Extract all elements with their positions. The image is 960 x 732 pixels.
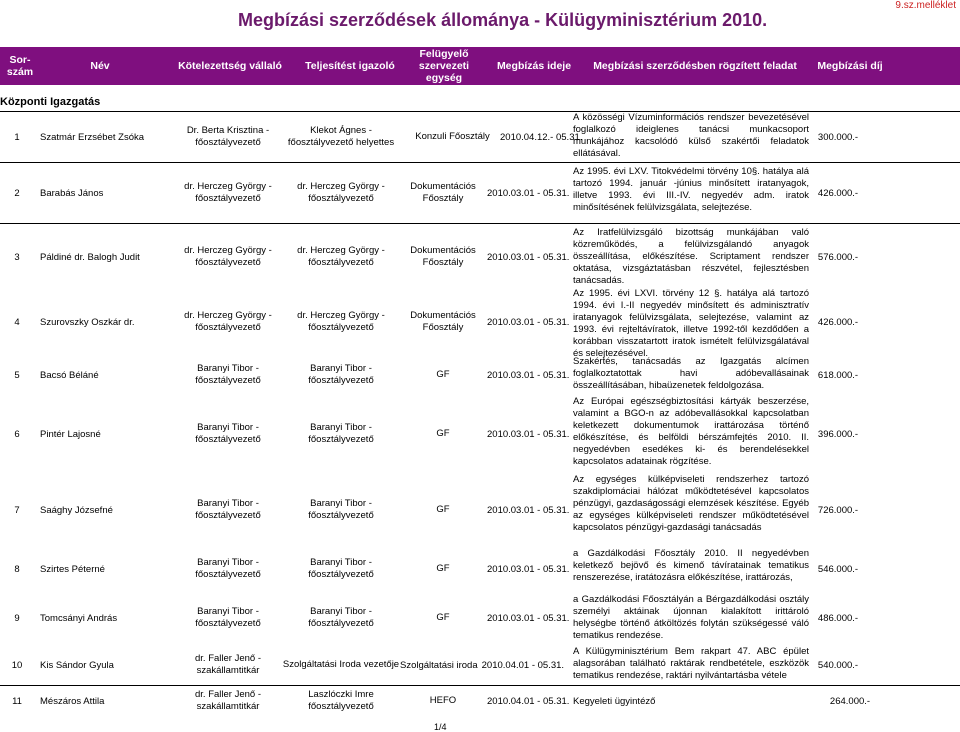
row-number: 9	[14, 612, 20, 624]
row-number: 6	[14, 428, 20, 440]
row-dij: 396.000.-	[817, 428, 859, 440]
row-feladat: a Gazdálkodási Főosztály 2010. II negyedévben keletkező bejövő és kimenő távíratainak tematikus renszerezése, iratátozásra előkészítése, irattározás,	[573, 548, 809, 583]
row-dij: 540.000.-	[817, 659, 859, 671]
row-feladat: A Külügyminisztérium Bem rakpart 47. ABC épület alagsorában található raktárak rendbetétele, eszközök tematikus rendezése, raktári nyilvántartásba vétele	[573, 646, 809, 681]
row-feladat: a Gazdálkodási Főosztályán a Bérgazdálkodási osztály személyi aktáinak újonnan kialakított irittároló helységbe történő átköltözés folytán szükségessé váló tematikus rendezése.	[573, 594, 809, 641]
row-name: Saághy Józsefné	[40, 504, 113, 516]
header-nev: Név	[90, 60, 110, 72]
row-teljesites: Laszlóczki Imre főosztályvezető	[308, 689, 374, 712]
row-ideje: 2010.03.01 - 05.31.	[487, 428, 570, 440]
row-feladat: Az Iratfelülvizsgáló bizottság munkájában való közreműködés, a felülvizsgálandó anyagok összeállítása, előkészítése. Scriptament rendszer oktatása, vizsgáztatásban részvétel, fejlesztésben tanácsadás.	[573, 227, 809, 286]
row-number: 4	[14, 316, 20, 328]
row-dij: 426.000.-	[817, 187, 859, 199]
row-felugyelo: HEFO	[429, 695, 457, 706]
row-number: 5	[14, 369, 20, 381]
row-ideje: 2010.03.01 - 05.31.	[487, 251, 570, 263]
row-kotelezettseg: Baranyi Tibor - főosztályvezető	[195, 557, 261, 580]
divider	[0, 223, 960, 224]
row-teljesites: Baranyi Tibor - főosztályvezető	[308, 422, 374, 445]
table-row	[0, 474, 960, 546]
row-ideje: 2010.04.01 - 05.31.	[487, 695, 570, 707]
row-felugyelo: Szolgáltatási iroda	[400, 659, 478, 671]
row-name: Kis Sándor Gyula	[40, 659, 114, 671]
row-ideje: 2010.03.01 - 05.31.	[487, 504, 570, 516]
row-feladat: A közösségi Vízuminformációs rendszer bevezetésével foglalkozó ideiglenes tanácsi munkacsoport munkájához kacsolódó külső szakértői feladatok ellátásával.	[573, 112, 809, 159]
row-kotelezettseg: Dr. Berta Krisztina - főosztályvezető	[186, 125, 270, 148]
row-name: Szatmár Erzsébet Zsóka	[40, 131, 145, 143]
row-teljesites: Baranyi Tibor - főosztályvezető	[308, 498, 374, 521]
row-number: 11	[12, 695, 22, 707]
table-row	[0, 686, 960, 716]
row-number: 2	[14, 187, 20, 199]
annex-label: 9.sz.melléklet	[895, 0, 956, 11]
row-dij: 618.000.-	[817, 369, 859, 381]
row-name: Páldiné dr. Balogh Judit	[40, 251, 140, 263]
row-felugyelo: Dokumentációs Főosztály	[410, 181, 476, 204]
row-kotelezettseg: dr. Faller Jenő - szakállamtitkár	[195, 653, 261, 676]
row-felugyelo: GF	[436, 612, 450, 623]
row-ideje: 2010.03.01 - 05.31.	[487, 563, 570, 575]
row-feladat: Az 1995. évi LXV. Titokvédelmi törvény 10§. hatálya alá tartozó 1994. január -június minősített iratanyagok, illetve 1993. évi III.-IV. negyedév adm. iratok minősítésének felülvizsgálata, selejtezése.	[573, 166, 809, 213]
row-teljesites: dr. Herczeg György - főosztályvezető	[297, 181, 385, 204]
row-feladat: Az Európai egészségbiztosítási kártyák beszerzése, valamint a BGO-n az adóbevallásokkal kapcsolatban keletkezett dokumentumok irattározása történő előkészítése, és belföldi bérszámfejtés 2010. II. negyedévben esedékes ki- és berendelésekkel kapcsolatos adatainak rögzítése.	[573, 396, 809, 467]
row-teljesites: Szolgáltatási Iroda vezetője	[282, 659, 400, 670]
row-teljesites: Baranyi Tibor - főosztályvezető	[308, 557, 374, 580]
table-header	[0, 47, 960, 85]
row-dij: 576.000.-	[817, 251, 859, 263]
row-felugyelo: GF	[436, 563, 450, 574]
row-felugyelo: GF	[436, 504, 450, 515]
row-name: Szirtes Péterné	[40, 563, 105, 575]
header-felugyelo: Felügyelő szervezeti egység	[418, 48, 470, 84]
row-felugyelo: GF	[436, 428, 450, 439]
row-teljesites: Baranyi Tibor - főosztályvezető	[308, 606, 374, 629]
row-ideje: 2010.03.01 - 05.31.	[487, 369, 570, 381]
row-kotelezettseg: Baranyi Tibor - főosztályvezető	[195, 363, 261, 386]
row-kotelezettseg: dr. Faller Jenő - szakállamtitkár	[195, 689, 261, 712]
row-ideje: 2010.03.01 - 05.31.	[487, 316, 570, 328]
page-title: Megbízási szerződések állománya - Külügyminisztérium 2010.	[238, 10, 768, 30]
row-ideje: 2010.04.01 - 05.31.	[481, 659, 565, 671]
row-number: 3	[14, 251, 20, 263]
row-teljesites: Baranyi Tibor - főosztályvezető	[308, 363, 374, 386]
row-number: 7	[14, 504, 20, 516]
header-dij: Megbízási díj	[817, 60, 883, 72]
row-teljesites: Klekot Ágnes - főosztályvezető helyettes	[287, 125, 395, 148]
table-row	[0, 288, 960, 359]
table-row	[0, 646, 960, 684]
row-feladat: Kegyeleti ügyintéző	[573, 695, 656, 707]
row-kotelezettseg: Baranyi Tibor - főosztályvezető	[195, 498, 261, 521]
row-number: 8	[14, 563, 20, 575]
row-dij: 426.000.-	[817, 316, 859, 328]
divider	[0, 162, 960, 163]
table-row	[0, 112, 960, 162]
row-number: 1	[14, 131, 20, 143]
page-number: 1/4	[434, 722, 447, 732]
row-name: Mészáros Attila	[40, 695, 105, 707]
row-kotelezettseg: dr. Herczeg György - főosztályvezető	[184, 310, 272, 333]
row-feladat: Szakértés, tanácsadás az Igazgatás alcímen foglalkoztatottak havi adóbevallásainak összeállításában, hibaüzenetek feldolgozása.	[573, 356, 809, 391]
row-felugyelo: Konzuli Főosztály	[415, 131, 490, 142]
row-felugyelo: GF	[436, 369, 450, 380]
header-sorszam: Sor- szám	[6, 54, 34, 78]
header-teljesites: Teljesítést igazoló	[305, 60, 395, 72]
table-row	[0, 356, 960, 394]
table-row	[0, 227, 960, 287]
row-name: Szurovszky Oszkár dr.	[40, 316, 135, 328]
section-title: Központi Igazgatás	[0, 96, 101, 108]
row-name: Bacsó Béláné	[40, 369, 99, 381]
row-felugyelo-ideje	[400, 646, 573, 684]
row-kotelezettseg: Baranyi Tibor - főosztályvezető	[195, 422, 261, 445]
row-teljesites: dr. Herczeg György - főosztályvezető	[297, 310, 385, 333]
row-name: Pintér Lajosné	[40, 428, 101, 440]
header-kotelezettseg: Kötelezettség vállaló	[178, 60, 282, 72]
row-ideje: 2010.03.01 - 05.31.	[487, 612, 570, 624]
row-dij: 264.000.-	[829, 695, 871, 707]
row-teljesites: dr. Herczeg György - főosztályvezető	[297, 245, 385, 268]
row-ideje: 2010.03.01 - 05.31.	[487, 187, 570, 199]
table-row	[0, 396, 960, 472]
row-feladat: Az 1995. évi LXVI. törvény 12 §. hatálya alá tartozó 1994. évi I.-II negyedév minősített és adminisztratív iratanyagok felülvizsgálata, selejtezése, valamint az 1993. évi rejteltávíratok, illetve 1992-től kezdődően a korábban visszatartott iratok ismételt felülvizsgálatával és selejtezésével.	[573, 288, 809, 359]
row-name: Barabás János	[40, 187, 104, 199]
row-number: 10	[11, 659, 23, 671]
row-dij: 300.000.-	[817, 131, 859, 143]
row-felugyelo: Dokumentációs Főosztály	[410, 310, 476, 333]
row-name: Tomcsányi András	[40, 612, 118, 624]
row-kotelezettseg: Baranyi Tibor - főosztályvezető	[195, 606, 261, 629]
row-dij: 486.000.-	[817, 612, 859, 624]
row-dij: 546.000.-	[817, 563, 859, 575]
table-row	[0, 548, 960, 590]
row-kotelezettseg: dr. Herczeg György - főosztályvezető	[184, 181, 272, 204]
header-feladat: Megbízási szerződésben rögzített feladat	[593, 60, 797, 72]
row-felugyelo: Dokumentációs Főosztály	[410, 245, 476, 268]
row-dij: 726.000.-	[817, 504, 859, 516]
table-row	[0, 594, 960, 642]
header-ideje: Megbízás ideje	[496, 60, 572, 72]
row-feladat: Az egységes külképviseleti rendszerhez tartozó szakdiplomáciai hálózat működtetésével kapcsolatos pénzügyi, gazdaságossági elemzések készítése. Egyéb az egységes külképviseleti rendszer működtetésével kapcsolatos pénzügyi-gazdasági tanácsadás	[573, 474, 809, 533]
row-ideje: 2010.04.12.- 05.31.	[500, 131, 583, 143]
table-row	[0, 166, 960, 220]
row-kotelezettseg: dr. Herczeg György - főosztályvezető	[184, 245, 272, 268]
